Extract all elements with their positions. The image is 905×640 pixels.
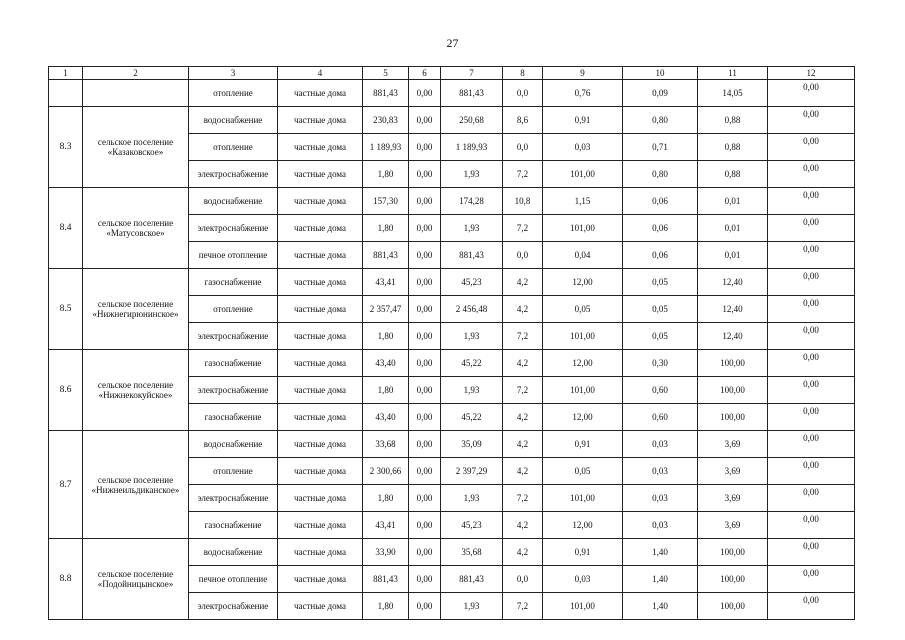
cell-utility: газоснабжение	[189, 350, 278, 377]
cell-col10: 0,05	[623, 296, 698, 323]
cell-col6: 0,00	[409, 377, 441, 404]
cell-col7: 2 397,29	[441, 458, 503, 485]
cell-col6: 0,00	[409, 80, 441, 107]
row-number: 8.4	[49, 188, 83, 269]
cell-col12: 0,00	[768, 134, 855, 161]
table-row	[49, 350, 855, 377]
cell-utility: электроснабжение	[189, 215, 278, 242]
cell-col8: 4,2	[503, 404, 543, 431]
cell-col7: 35,09	[441, 431, 503, 458]
cell-col7: 35,68	[441, 539, 503, 566]
row-number: 8.7	[49, 431, 83, 539]
cell-col6: 0,00	[409, 323, 441, 350]
cell-col5: 33,90	[363, 539, 409, 566]
cell-col12: 0,00	[768, 80, 855, 107]
cell-utility: газоснабжение	[189, 512, 278, 539]
cell-col6: 0,00	[409, 350, 441, 377]
cell-building-type: частные дома	[278, 485, 363, 512]
cell-col6: 0,00	[409, 269, 441, 296]
cell-building-type: частные дома	[278, 188, 363, 215]
cell-col8: 0,0	[503, 566, 543, 593]
settlement-name: сельское поселение «Подойницынское»	[83, 539, 189, 620]
cell-col11: 12,40	[698, 296, 768, 323]
cell-col7: 1,93	[441, 377, 503, 404]
row-number: 8.5	[49, 269, 83, 350]
settlement-name: сельское поселение «Нижнегирюнинское»	[83, 269, 189, 350]
cell-col11: 0,01	[698, 215, 768, 242]
cell-col9: 101,00	[543, 215, 623, 242]
cell-col5: 33,68	[363, 431, 409, 458]
page-number: 27	[446, 36, 459, 50]
cell-col11: 0,88	[698, 107, 768, 134]
cell-col5: 43,40	[363, 404, 409, 431]
cell-col11: 3,69	[698, 485, 768, 512]
cell-col9: 12,00	[543, 269, 623, 296]
cell-building-type: частные дома	[278, 431, 363, 458]
cell-col9: 101,00	[543, 323, 623, 350]
cell-col6: 0,00	[409, 539, 441, 566]
cell-building-type: частные дома	[278, 296, 363, 323]
cell-col8: 4,2	[503, 269, 543, 296]
cell-col11: 100,00	[698, 566, 768, 593]
cell-col11: 0,01	[698, 242, 768, 269]
cell-utility: электроснабжение	[189, 323, 278, 350]
cell-col5: 1,80	[363, 377, 409, 404]
cell-col6: 0,00	[409, 485, 441, 512]
column-header-12: 12	[768, 67, 855, 80]
column-header-4: 4	[278, 67, 363, 80]
cell-col10: 0,06	[623, 215, 698, 242]
cell-col5: 1,80	[363, 161, 409, 188]
cell-col8: 0,0	[503, 134, 543, 161]
cell-col8: 4,2	[503, 512, 543, 539]
cell-building-type: частные дома	[278, 323, 363, 350]
cell-col7: 45,23	[441, 512, 503, 539]
cell-col5: 1,80	[363, 323, 409, 350]
cell-col7: 1,93	[441, 323, 503, 350]
cell-col6: 0,00	[409, 404, 441, 431]
cell-col8: 7,2	[503, 323, 543, 350]
cell-col11: 0,88	[698, 161, 768, 188]
row-number: 8.8	[49, 539, 83, 620]
cell-col7: 881,43	[441, 566, 503, 593]
cell-col8: 7,2	[503, 377, 543, 404]
cell-col9: 101,00	[543, 593, 623, 620]
tariff-table	[48, 66, 855, 620]
cell-building-type: частные дома	[278, 242, 363, 269]
cell-col9: 12,00	[543, 350, 623, 377]
cell-col12: 0,00	[768, 431, 855, 458]
cell-building-type: частные дома	[278, 107, 363, 134]
cell-col10: 0,09	[623, 80, 698, 107]
cell-utility: водоснабжение	[189, 188, 278, 215]
cell-col5: 881,43	[363, 242, 409, 269]
cell-col11: 0,88	[698, 134, 768, 161]
cell-col11: 3,69	[698, 512, 768, 539]
cell-building-type: частные дома	[278, 161, 363, 188]
cell-col11: 12,40	[698, 269, 768, 296]
table-row	[49, 269, 855, 296]
cell-col6: 0,00	[409, 161, 441, 188]
cell-col11: 100,00	[698, 377, 768, 404]
cell-building-type: частные дома	[278, 404, 363, 431]
cell-col10: 0,71	[623, 134, 698, 161]
cell-building-type: частные дома	[278, 134, 363, 161]
cell-col10: 0,05	[623, 323, 698, 350]
cell-col9: 0,03	[543, 134, 623, 161]
cell-col10: 0,80	[623, 161, 698, 188]
cell-col8: 10,8	[503, 188, 543, 215]
cell-col12: 0,00	[768, 323, 855, 350]
cell-col5: 1,80	[363, 215, 409, 242]
cell-col11: 12,40	[698, 323, 768, 350]
cell-col11: 0,01	[698, 188, 768, 215]
cell-col5: 230,83	[363, 107, 409, 134]
cell-col8: 0,0	[503, 80, 543, 107]
cell-col8: 4,2	[503, 350, 543, 377]
cell-col9: 0,05	[543, 458, 623, 485]
cell-col10: 0,03	[623, 485, 698, 512]
cell-col9: 0,91	[543, 431, 623, 458]
cell-col8: 7,2	[503, 161, 543, 188]
cell-col6: 0,00	[409, 431, 441, 458]
cell-col7: 1,93	[441, 215, 503, 242]
cell-col9: 1,15	[543, 188, 623, 215]
cell-col5: 881,43	[363, 566, 409, 593]
cell-col12: 0,00	[768, 350, 855, 377]
cell-utility: газоснабжение	[189, 404, 278, 431]
column-header-8: 8	[503, 67, 543, 80]
cell-col5: 43,41	[363, 512, 409, 539]
cell-utility: электроснабжение	[189, 377, 278, 404]
cell-col8: 4,2	[503, 539, 543, 566]
cell-col7: 2 456,48	[441, 296, 503, 323]
cell-col9: 12,00	[543, 512, 623, 539]
settlement-name	[83, 80, 189, 107]
table-row	[49, 539, 855, 566]
column-header-5: 5	[363, 67, 409, 80]
cell-col12: 0,00	[768, 458, 855, 485]
table-row	[49, 107, 855, 134]
cell-col8: 4,2	[503, 431, 543, 458]
cell-col12: 0,00	[768, 512, 855, 539]
cell-col11: 3,69	[698, 431, 768, 458]
column-header-9: 9	[543, 67, 623, 80]
cell-building-type: частные дома	[278, 593, 363, 620]
cell-building-type: частные дома	[278, 350, 363, 377]
cell-col12: 0,00	[768, 485, 855, 512]
column-header-3: 3	[189, 67, 278, 80]
cell-col5: 43,41	[363, 269, 409, 296]
cell-col12: 0,00	[768, 215, 855, 242]
cell-col6: 0,00	[409, 188, 441, 215]
cell-col5: 2 300,66	[363, 458, 409, 485]
cell-col7: 1,93	[441, 485, 503, 512]
cell-utility: газоснабжение	[189, 269, 278, 296]
cell-col6: 0,00	[409, 107, 441, 134]
cell-col6: 0,00	[409, 242, 441, 269]
cell-col11: 100,00	[698, 593, 768, 620]
cell-col5: 1,80	[363, 593, 409, 620]
cell-col5: 2 357,47	[363, 296, 409, 323]
cell-utility: печное отопление	[189, 242, 278, 269]
cell-col8: 7,2	[503, 215, 543, 242]
cell-utility: отопление	[189, 296, 278, 323]
column-header-7: 7	[441, 67, 503, 80]
cell-col11: 100,00	[698, 539, 768, 566]
cell-col5: 1 189,93	[363, 134, 409, 161]
cell-col12: 0,00	[768, 242, 855, 269]
cell-utility: водоснабжение	[189, 107, 278, 134]
table-row	[49, 431, 855, 458]
cell-building-type: частные дома	[278, 539, 363, 566]
settlement-name: сельское поселение «Матусовское»	[83, 188, 189, 269]
cell-col12: 0,00	[768, 269, 855, 296]
cell-col8: 4,2	[503, 296, 543, 323]
cell-col12: 0,00	[768, 188, 855, 215]
cell-col9: 101,00	[543, 377, 623, 404]
cell-col12: 0,00	[768, 404, 855, 431]
cell-building-type: частные дома	[278, 512, 363, 539]
settlement-name: сельское поселение «Казаковское»	[83, 107, 189, 188]
column-header-10: 10	[623, 67, 698, 80]
cell-col6: 0,00	[409, 215, 441, 242]
column-header-11: 11	[698, 67, 768, 80]
cell-col5: 157,30	[363, 188, 409, 215]
cell-col11: 100,00	[698, 350, 768, 377]
cell-col7: 45,23	[441, 269, 503, 296]
column-header-2: 2	[83, 67, 189, 80]
row-number	[49, 80, 83, 107]
cell-col9: 0,05	[543, 296, 623, 323]
cell-col10: 1,40	[623, 593, 698, 620]
cell-utility: отопление	[189, 80, 278, 107]
settlement-name: сельское поселение «Нижнеильдиканское»	[83, 431, 189, 539]
cell-col8: 8,6	[503, 107, 543, 134]
cell-col9: 12,00	[543, 404, 623, 431]
cell-col7: 881,43	[441, 242, 503, 269]
cell-utility: электроснабжение	[189, 161, 278, 188]
cell-col10: 0,80	[623, 107, 698, 134]
cell-col9: 0,91	[543, 107, 623, 134]
cell-col10: 0,30	[623, 350, 698, 377]
cell-col9: 101,00	[543, 161, 623, 188]
cell-col8: 7,2	[503, 485, 543, 512]
cell-col9: 0,76	[543, 80, 623, 107]
cell-col11: 3,69	[698, 458, 768, 485]
cell-building-type: частные дома	[278, 269, 363, 296]
cell-col7: 174,28	[441, 188, 503, 215]
cell-col12: 0,00	[768, 377, 855, 404]
table-row	[49, 188, 855, 215]
cell-col6: 0,00	[409, 458, 441, 485]
cell-col10: 0,06	[623, 242, 698, 269]
cell-col7: 45,22	[441, 404, 503, 431]
cell-col7: 881,43	[441, 80, 503, 107]
cell-col6: 0,00	[409, 566, 441, 593]
cell-col12: 0,00	[768, 161, 855, 188]
cell-col10: 0,03	[623, 512, 698, 539]
cell-col11: 14,05	[698, 80, 768, 107]
cell-utility: электроснабжение	[189, 485, 278, 512]
cell-building-type: частные дома	[278, 458, 363, 485]
cell-col6: 0,00	[409, 512, 441, 539]
row-number: 8.6	[49, 350, 83, 431]
column-header-1: 1	[49, 67, 83, 80]
cell-col10: 0,60	[623, 377, 698, 404]
cell-col12: 0,00	[768, 107, 855, 134]
cell-col9: 0,04	[543, 242, 623, 269]
cell-utility: отопление	[189, 458, 278, 485]
settlement-name: сельское поселение «Нижнекокуйское»	[83, 350, 189, 431]
cell-col7: 45,22	[441, 350, 503, 377]
cell-col6: 0,00	[409, 593, 441, 620]
cell-utility: водоснабжение	[189, 431, 278, 458]
cell-col12: 0,00	[768, 566, 855, 593]
cell-col8: 7,2	[503, 593, 543, 620]
cell-col10: 0,60	[623, 404, 698, 431]
cell-col5: 1,80	[363, 485, 409, 512]
cell-col7: 1,93	[441, 593, 503, 620]
cell-col10: 0,03	[623, 431, 698, 458]
cell-col9: 0,91	[543, 539, 623, 566]
cell-col12: 0,00	[768, 539, 855, 566]
cell-col7: 250,68	[441, 107, 503, 134]
cell-building-type: частные дома	[278, 215, 363, 242]
cell-utility: водоснабжение	[189, 539, 278, 566]
cell-building-type: частные дома	[278, 377, 363, 404]
column-header-6: 6	[409, 67, 441, 80]
cell-col8: 0,0	[503, 242, 543, 269]
cell-col7: 1,93	[441, 161, 503, 188]
cell-col10: 1,40	[623, 566, 698, 593]
table-body	[49, 80, 855, 620]
cell-col11: 100,00	[698, 404, 768, 431]
cell-col10: 0,05	[623, 269, 698, 296]
cell-col5: 881,43	[363, 80, 409, 107]
cell-col9: 0,03	[543, 566, 623, 593]
cell-col9: 101,00	[543, 485, 623, 512]
row-number: 8.3	[49, 107, 83, 188]
cell-col10: 0,03	[623, 458, 698, 485]
cell-utility: отопление	[189, 134, 278, 161]
cell-col10: 0,06	[623, 188, 698, 215]
cell-utility: печное отопление	[189, 566, 278, 593]
header-row	[49, 67, 855, 80]
cell-col12: 0,00	[768, 593, 855, 620]
cell-col10: 1,40	[623, 539, 698, 566]
cell-col12: 0,00	[768, 296, 855, 323]
cell-col5: 43,40	[363, 350, 409, 377]
cell-utility: электроснабжение	[189, 593, 278, 620]
cell-building-type: частные дома	[278, 80, 363, 107]
cell-col6: 0,00	[409, 134, 441, 161]
table-row	[49, 80, 855, 107]
cell-col6: 0,00	[409, 296, 441, 323]
cell-col7: 1 189,93	[441, 134, 503, 161]
cell-col8: 4,2	[503, 458, 543, 485]
cell-building-type: частные дома	[278, 566, 363, 593]
